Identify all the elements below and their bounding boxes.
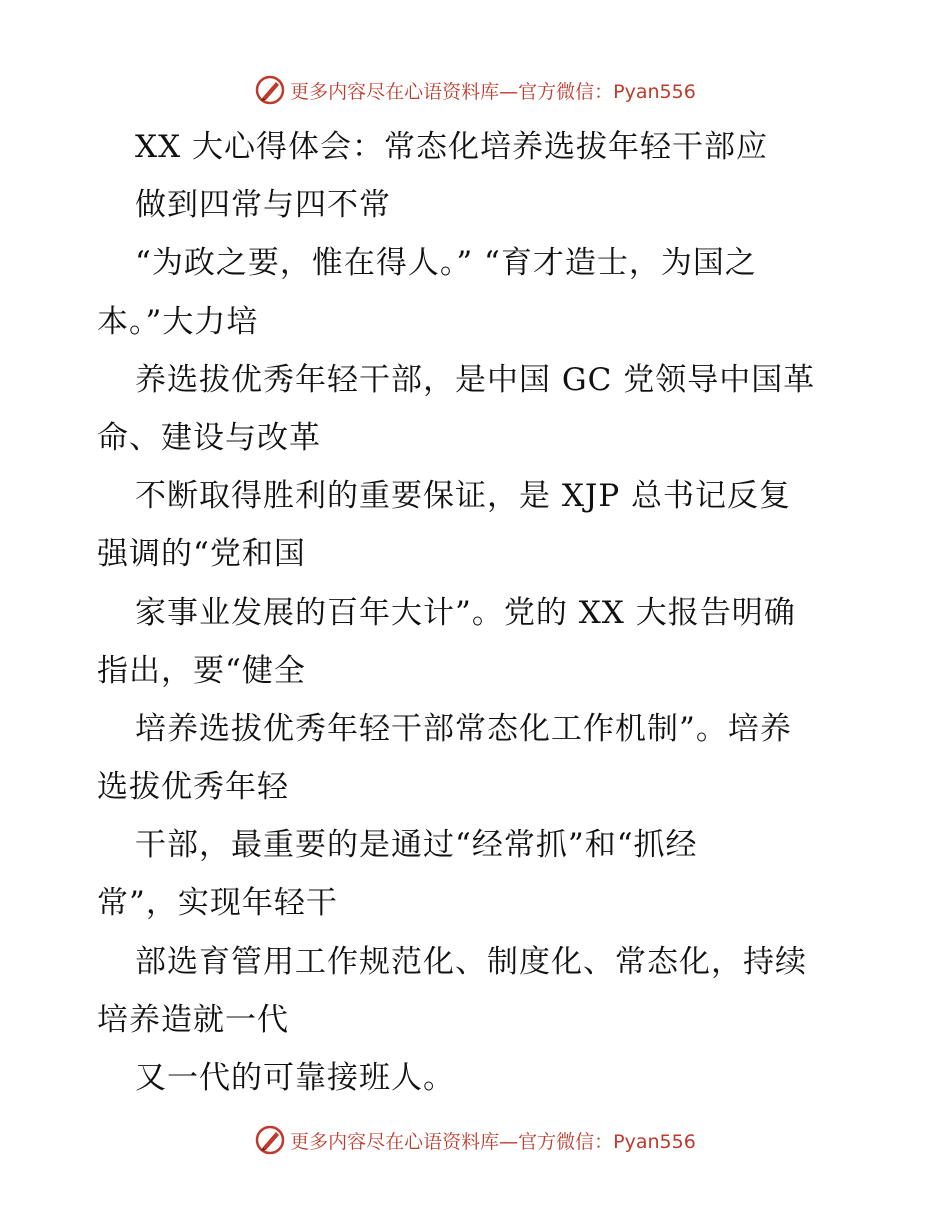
doc-line: 选拔优秀年轻 [97,769,289,806]
pen-logo-icon [254,1124,286,1156]
doc-line: 不断取得胜利的重要保证，是 XJP 总书记反复 [135,478,792,515]
doc-line: 做到四常与四不常 [135,187,391,224]
pen-logo-icon [254,74,286,106]
doc-line: 常”，实现年轻干 [97,885,338,922]
footer-banner-text: 更多内容尽在心语资料库—官方微信：Pyan556 [290,1130,696,1153]
doc-line: 部选育管用工作规范化、制度化、常态化，持续 [135,943,807,980]
doc-line: 培养选拔优秀年轻干部常态化工作机制”。培养 [135,710,792,747]
doc-line: 指出，要“健全 [97,652,306,689]
document-body [97,118,857,1107]
doc-line: XX 大心得体会：常态化培养选拔年轻干部应 [135,129,768,165]
doc-line: “为政之要，惟在得人。” “育才造士，为国之 [135,245,757,282]
doc-line: 家事业发展的百年大计”。党的 XX 大报告明确 [135,594,796,631]
footer-banner [0,1120,950,1160]
doc-line: 又一代的可靠接班人。 [135,1060,455,1096]
header-banner-text: 更多内容尽在心语资料库—官方微信：Pyan556 [290,80,696,103]
doc-line: 命、建设与改革 [97,419,321,456]
doc-line: 本。”大力培 [97,303,259,340]
doc-line: 养选拔优秀年轻干部，是中国 GC 党领导中国革 [135,361,816,398]
doc-line: 干部，最重要的是通过“经常抓”和“抓经 [135,827,698,864]
doc-line: 强调的“党和国 [97,536,306,573]
doc-line: 培养造就一代 [97,1001,289,1038]
header-banner [0,70,950,110]
